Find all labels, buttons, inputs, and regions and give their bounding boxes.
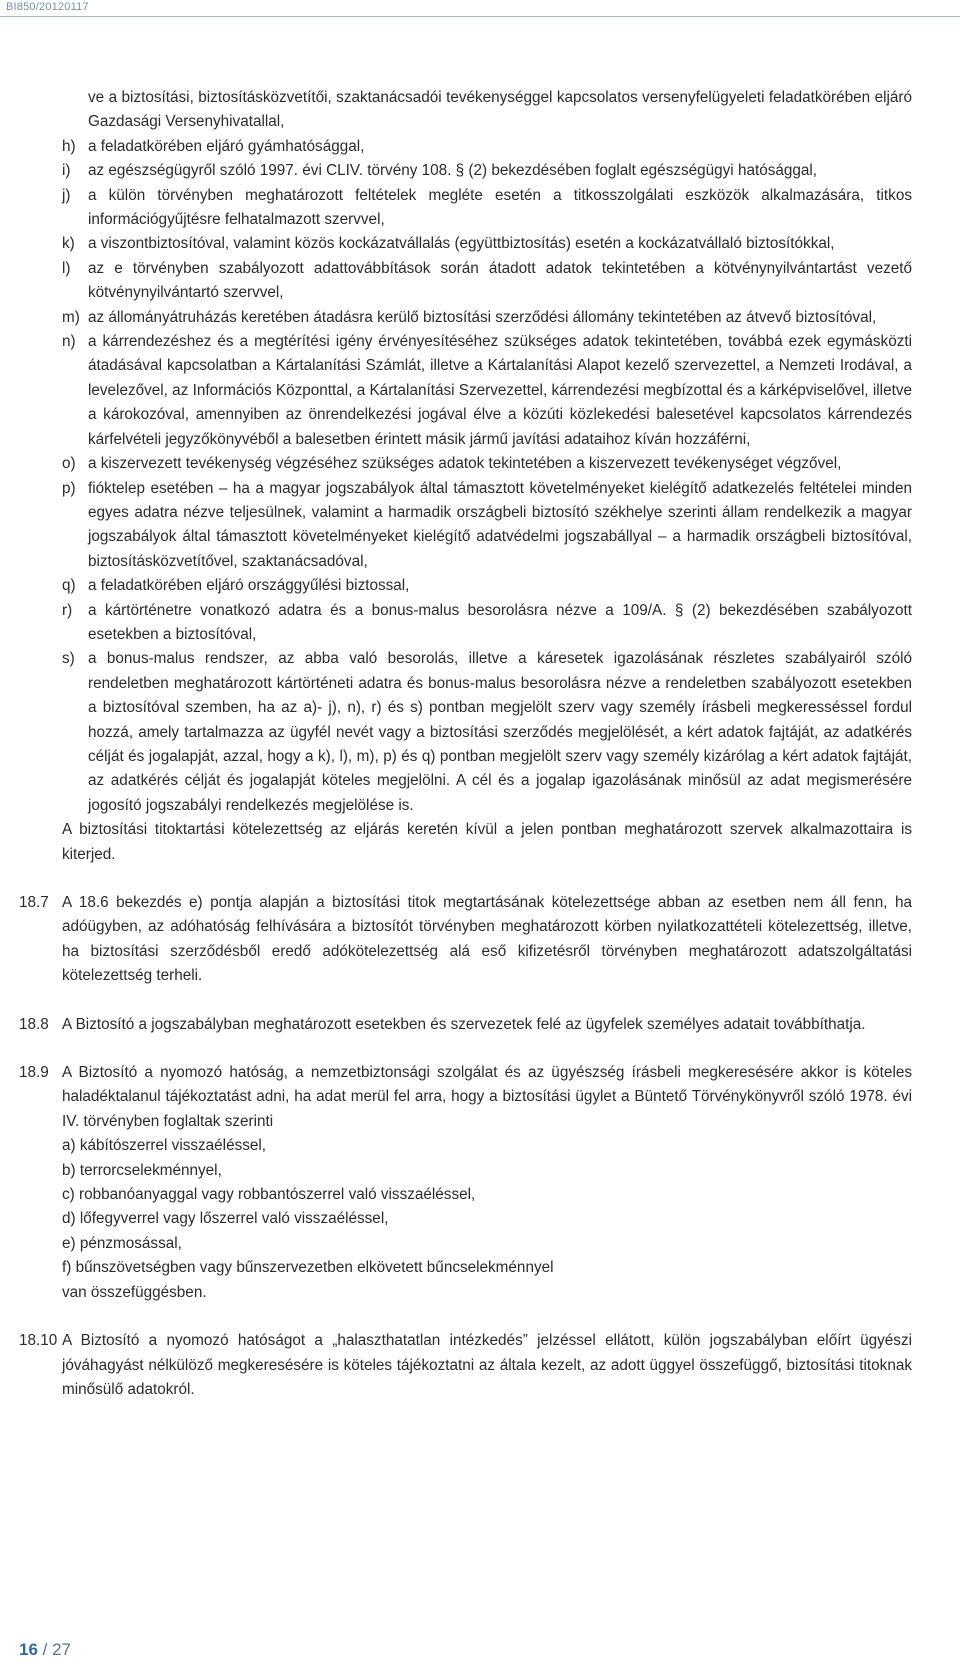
list-item [0, 184, 960, 233]
list-item [0, 135, 960, 159]
section-number: 18.9 [19, 1064, 49, 1082]
list-item-text: a kártörténetre vonatkozó adatra és a bonus-malus besorolásra nézve a 109/A. § (2) bekezdésében szabályozott esetekben a biztosítóval, [88, 601, 912, 643]
spacer [0, 867, 960, 891]
list-item-letter: k) [62, 235, 75, 253]
list-item [0, 330, 960, 452]
list-item-text: a bonus-malus rendszer, az abba való besorolás, illetve a káresetek igazolásának részletes szabályairól szóló rendeletben meghatározott kártörténeti adatra és bonus-malus besorolásra nézve a rendeletben szabályozott esetekben a biztosítóval szemben, ha az a)- j), n), r) és s) pontban megjelölt szerv vagy személy írásbeli megkeresséssel fordul hozzá, amely tartalmazza az ügyfél nevét vagy a biztosítási szerződés megjelölését, a kért adatok fajtáját, az adatkérés célját és jogalapját, azzal, hogy a k), l), m), p) és q) pontban megjelölt szerv vagy személy kizárólag a kért adatok fajtáját, az adatkérés célját és jogalapját köteles megjelölni. A cél és a jogalap igazolásának minősül az adat megismerésére jogosító jogszabályi rendelkezés megjelölése is. [88, 650, 912, 814]
list-item-text: a kiszervezett tevékenység végzéséhez szükséges adatok tekintetében a kiszervezett tevékenységet végzővel, [88, 455, 842, 473]
sublist-item: a) kábítószerrel visszaéléssel, [62, 1137, 267, 1155]
list-item [0, 452, 960, 476]
list-item-text: az állományátruházás keretében átadásra kerülő biztosítási szerződési állomány tekintetében az átvevő biztosítóval, [88, 308, 877, 326]
sublist-item: c) robbanóanyaggal vagy robbantószerrel való visszaéléssel, [62, 1186, 476, 1204]
list-item-text: a feladatkörében eljáró országgyűlési biztossal, [88, 577, 410, 595]
list-item-text: ve a biztosítási, biztosításközvetítői, szaktanácsadói tevékenységgel kapcsolatos versenyfelügyeleti feladatkörében eljáró Gazdasági Versenyhivatallal, [88, 89, 912, 131]
list-item-letter: s) [62, 650, 75, 668]
sublist-item: d) lőfegyverrel vagy lőszerrel való visszaéléssel, [62, 1210, 389, 1228]
spacer [0, 1305, 960, 1329]
list-item-text: a kárrendezéshez és a megtérítési igény érvényesítéséhez szükséges adatok tekintetében, továbbá ezek egymásközti átadásával kapcsolatban a Kártalanítási Számlát, illetve a Kártalanítási Alapot kezelő szervezettel, a Nemzeti Irodával, a levelezővel, az Információs Központtal, a Kártalanítási Szervezettel, kárrendezési megbízottal és a kárképviselővel, illetve a károkozóval, amennyiben az önrendelkezési jogával élve a közúti közlekedési balesetével kapcsolatos kárrendezés kárfelvételi jegyzőkönyvéből a balesetben érintett másik jármű javítási adataihoz kíván hozzáférni, [88, 333, 912, 448]
spacer [0, 1037, 960, 1061]
list-item-letter: m) [62, 308, 80, 326]
section-number: 18.10 [19, 1332, 58, 1350]
list-item-text: a feladatkörében eljáró gyámhatósággal, [88, 137, 365, 155]
section-18-7 [0, 891, 960, 989]
section-text: A Biztosító a jogszabályban meghatározott esetekben és szervezetek felé az ügyfelek személyes adatait továbbíthatja. [62, 1015, 866, 1033]
page-number-current: 16 [19, 1640, 38, 1659]
section-number: 18.7 [19, 894, 49, 911]
recipient-list [0, 86, 960, 818]
list-item-letter: i) [62, 162, 71, 180]
list-item-text: fióktelep esetében – ha a magyar jogszabályok által támasztott követelményeket kielégítő adatkezelés feltételei minden egyes adatra nézve teljesülnek, valamint a harmadik országbeli biztosító székhelye szerinti állam rendelkezik a magyar jogszabályok által támasztott követelményeket kielégítő adatvédelmi jogszabállyal – a harmadik országbeli biztosítóval, biztosításközvetítővel, szaktanácsadóval, [88, 479, 912, 570]
section-text: A 18.6 bekezdés e) pontja alapján a biztosítási titok megtartásának kötelezettsége abban az esetben nem áll fenn, ha adóügyben, az adóhatóság felhívására a biztosítót törvényben meghatározott körben nyilatkozattételi kötelezettség, illetve, ha biztosítási szerződésből eredő adókötelezettség alá eső kifizetésről törvényben meghatározott adatszolgáltatási kötelezettség terheli. [62, 894, 912, 985]
document-body [0, 86, 960, 1402]
list-item [0, 257, 960, 306]
list-item [0, 477, 960, 575]
closing-paragraph: A biztosítási titoktartási kötelezettség az eljárás keretén kívül a jelen pontban meghatározott szervek alkalmazottaira is kiterjed. [62, 821, 912, 863]
list-item [0, 232, 960, 256]
list-item-text: az e törvényben szabályozott adattovábbítások során átadott adatok tekintetében a kötvénynyilvántartást vezető kötvénynyilvántartó szervvel, [88, 259, 912, 302]
document-code: BI850/20120117 [6, 1, 89, 13]
list-item [0, 647, 960, 818]
list-item-letter: q) [62, 577, 76, 595]
section-text: A Biztosító a nyomozó hatóság, a nemzetbiztonsági szolgálat és az ügyészség írásbeli megkeresésére akkor is köteles haladéktalanul tájékoztatást adni, ha adat merül fel arra, hogy a biztosítási ügylet a Büntető Törvénykönyvről szóló 1978. évi IV. törvényben foglaltak szerinti [62, 1064, 912, 1130]
spacer [0, 989, 960, 1013]
list-item [0, 159, 960, 183]
list-item-text: a viszontbiztosítóval, valamint közös kockázatvállalás (együttbiztosítás) esetén a kockázatvállaló biztosítókkal, [88, 235, 835, 253]
section-number: 18.8 [19, 1015, 49, 1033]
list-item-letter: j) [62, 186, 71, 204]
section-18-10 [0, 1329, 960, 1402]
list-item-letter: r) [62, 601, 73, 619]
section-18-8 [0, 1013, 960, 1037]
sublist-item: e) pénzmosással, [62, 1234, 182, 1252]
list-item-letter: n) [62, 333, 76, 351]
sublist-closing: van összefüggésben. [62, 1283, 207, 1301]
list-item [0, 574, 960, 598]
list-item-letter: h) [62, 137, 76, 155]
page-footer [19, 1640, 71, 1660]
list-item-letter: o) [62, 455, 76, 473]
list-item [0, 86, 960, 135]
sublist-item: f) bűnszövetségben vagy bűnszervezetben elkövetett bűncselekménnyel [62, 1259, 554, 1277]
section-text: A Biztosító a nyomozó hatóságot a „halaszthatatlan intézkedés” jelzéssel ellátott, külön jogszabályban előírt ügyészi jóváhagyást nélkülöző megkeresésére is köteles tájékoztatni az általa kezelt, az adott üggyel összefüggő, biztosítási titoknak minősülő adatokról. [62, 1332, 912, 1398]
page-number-separator: / [37, 1640, 53, 1659]
list-item-letter: p) [62, 479, 76, 497]
list-item-text: az egészségügyről szóló 1997. évi CLIV. törvény 108. § (2) bekezdésében foglalt egészségügyi hatósággal, [88, 162, 818, 180]
sublist-item: b) terrorcselekménnyel, [62, 1161, 222, 1179]
page-number-total: 27 [52, 1640, 72, 1659]
list-item [0, 306, 960, 330]
list-item-text: a külön törvényben meghatározott feltételek megléte esetén a titkosszolgálati eszközök alkalmazására, titkos információgyűjtésre felhatalmazott szervvel, [88, 186, 912, 229]
list-item [0, 599, 960, 648]
header-divider [0, 16, 960, 17]
section-18-9 [0, 1061, 960, 1305]
list-item-letter: l) [62, 259, 71, 277]
